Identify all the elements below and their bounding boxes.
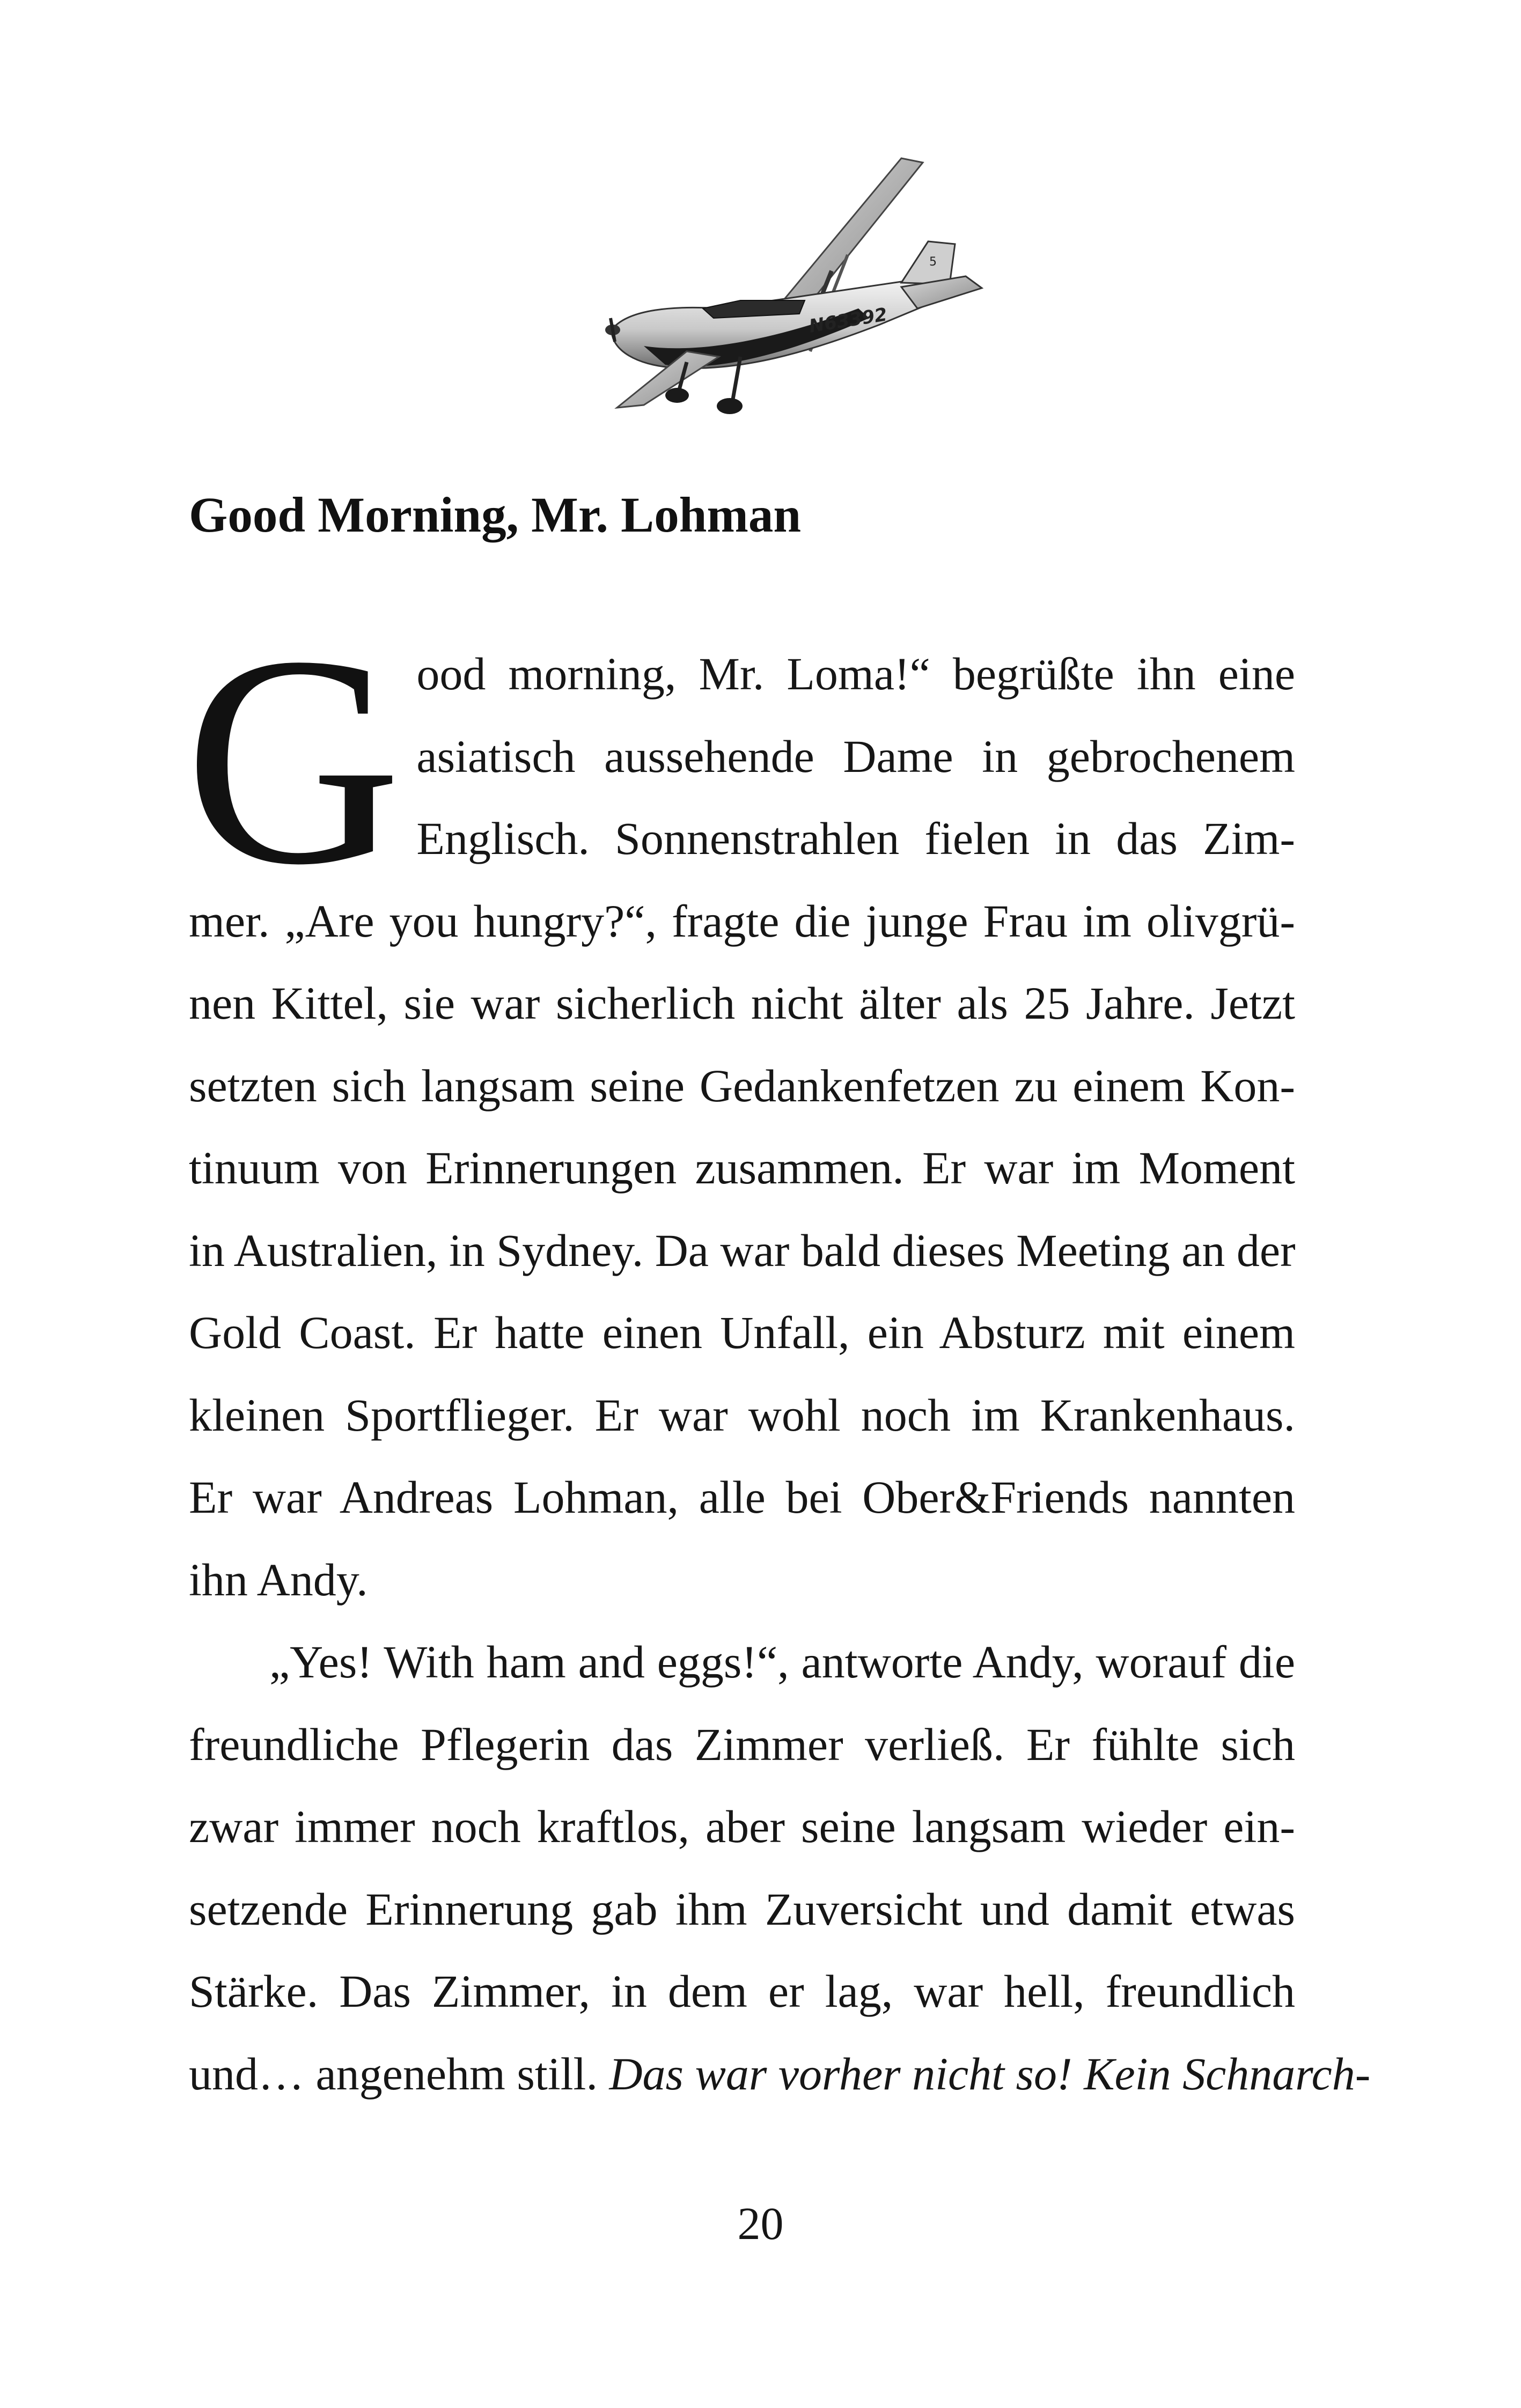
text-line: setzende Erinnerung gab ihm Zuversicht und damit etwas bbox=[189, 1883, 1295, 1935]
text-line: asiatisch aussehende Dame in gebrochenem bbox=[416, 730, 1295, 782]
landing-wheel bbox=[717, 398, 743, 414]
text-line: tinuum von Erinnerungen zusammen. Er war im Moment bbox=[189, 1142, 1295, 1194]
text-line: setzten sich langsam seine Gedankenfetzen zu einem Kon- bbox=[189, 1059, 1295, 1111]
text-line bbox=[189, 2033, 1371, 2116]
text-line: ood morning, Mr. Loma!“ begrüßte ihn eine bbox=[416, 648, 1295, 699]
text-line: mer. „Are you hungry?“, fragte die junge Frau im olivgrü- bbox=[189, 895, 1295, 947]
text-line: Stärke. Das Zimmer, in dem er lag, war hell, freundlich bbox=[189, 1965, 1295, 2017]
text-line: ihn Andy. bbox=[189, 1553, 368, 1606]
chapter-title: Good Morning, Mr. Lohman bbox=[189, 488, 802, 543]
airplane-illustration bbox=[579, 148, 987, 426]
text-line: Englisch. Sonnenstrahlen fielen in das Zim- bbox=[416, 813, 1295, 864]
propeller-blade bbox=[611, 318, 615, 342]
plane-registration: N63392 bbox=[807, 304, 889, 337]
text-line: Er war Andreas Lohman, alle bei Ober&Friends nannten bbox=[189, 1471, 1295, 1523]
vertical-tail bbox=[901, 241, 955, 284]
landing-wheel bbox=[665, 388, 689, 403]
text-line: Gold Coast. Er hatte einen Unfall, ein Absturz mit einem bbox=[189, 1307, 1295, 1358]
body-text bbox=[185, 594, 1371, 2115]
paragraph bbox=[189, 1621, 1371, 2115]
text-regular: und… angenehm still. bbox=[189, 2048, 609, 2100]
page-number: 20 bbox=[737, 2198, 784, 2249]
tail-mark: 5 bbox=[929, 255, 937, 269]
text-line: „Yes! With ham and eggs!“, antworte Andy, worauf die bbox=[269, 1636, 1295, 1688]
drop-cap: G bbox=[185, 594, 402, 927]
paragraph bbox=[185, 594, 1296, 1621]
text-line: in Australien, in Sydney. Da war bald dieses Meeting an der bbox=[189, 1224, 1296, 1276]
text-line: nen Kittel, sie war sicherlich nicht älter als 25 Jahre. Jetzt bbox=[189, 977, 1295, 1029]
text-line: freundliche Pflegerin das Zimmer verließ. Er fühlte sich bbox=[189, 1718, 1295, 1770]
text-line: kleinen Sportflieger. Er war wohl noch im Krankenhaus. bbox=[189, 1389, 1295, 1441]
text-italic: Das war vorher nicht so! Kein Schnarch- bbox=[609, 2048, 1371, 2100]
text-line: zwar immer noch kraftlos, aber seine langsam wieder ein- bbox=[189, 1801, 1295, 1852]
